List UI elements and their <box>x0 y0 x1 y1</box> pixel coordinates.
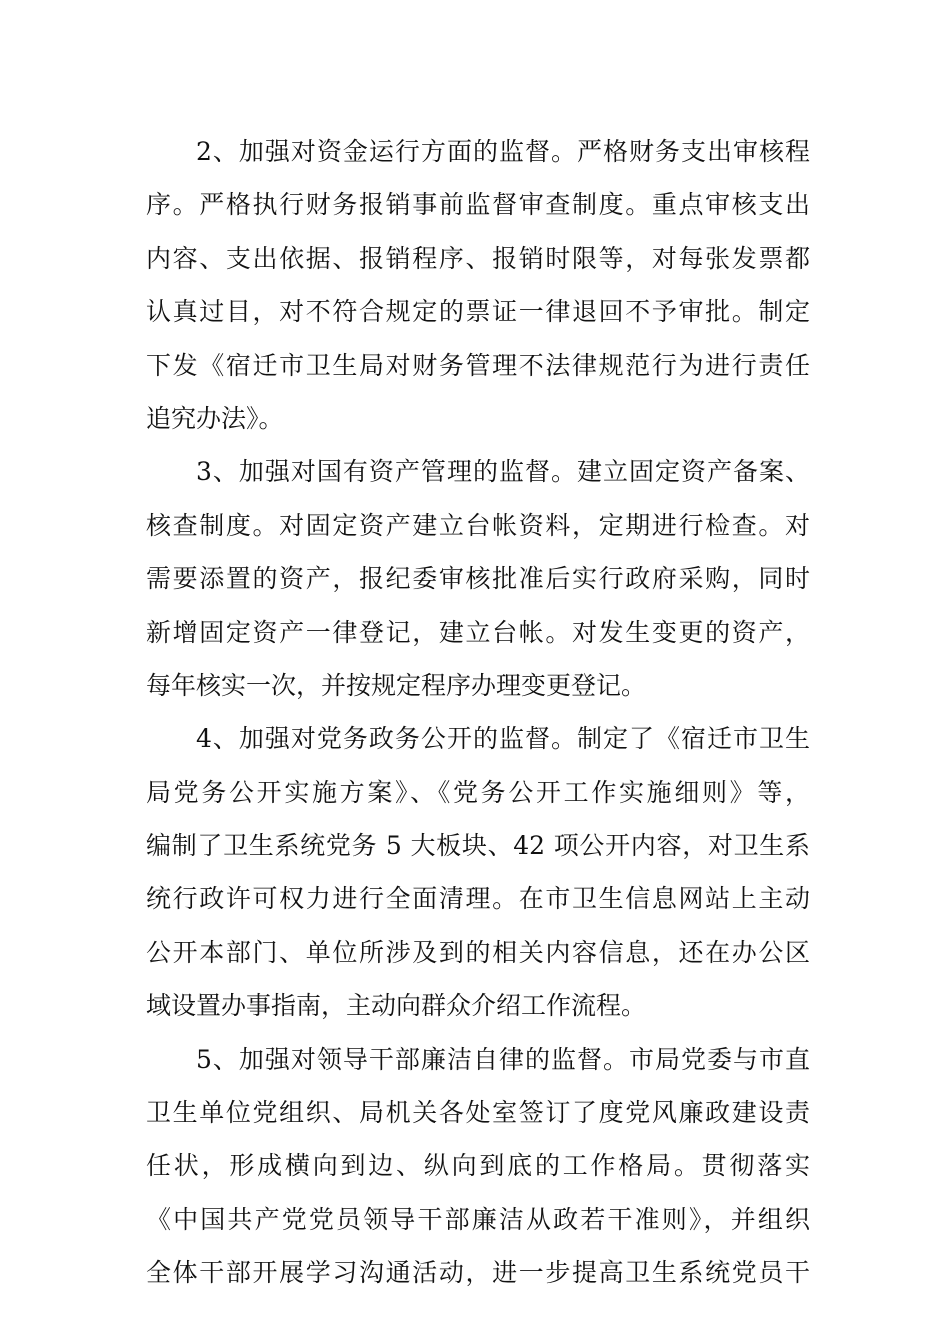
text-line: 任状，形成横向到边、纵向到底的工作格局。贯彻落实 <box>146 1151 810 1181</box>
document-body <box>146 125 810 1300</box>
text-line: 《中国共产党党员领导干部廉洁从政若干准则》，并组织 <box>146 1204 810 1234</box>
text-line: 域设置办事指南，主动向群众介绍工作流程。 <box>146 991 647 1021</box>
text-line: 内容、支出依据、报销程序、报销时限等，对每张发票都 <box>146 243 810 273</box>
text-line: 认真过目，对不符合规定的票证一律退回不予审批。制定 <box>146 297 810 327</box>
text-line: 全体干部开展学习沟通活动，进一步提高卫生系统党员干 <box>146 1258 810 1288</box>
text-line: 需要添置的资产，报纪委审核批准后实行政府采购，同时 <box>146 564 810 594</box>
text-line: 追究办法》。 <box>146 403 284 433</box>
text-line: 2、加强对资金运行方面的监督。严格财务支出审核程 <box>196 137 810 166</box>
text-line: 统行政许可权力进行全面清理。在市卫生信息网站上主动 <box>146 884 810 914</box>
text-line: 卫生单位党组织、局机关各处室签订了度党风廉政建设责 <box>146 1098 810 1128</box>
paragraph-3 <box>146 445 810 712</box>
text-line: 5、加强对领导干部廉洁自律的监督。市局党委与市直 <box>196 1044 810 1074</box>
text-line: 公开本部门、单位所涉及到的相关内容信息，还在办公区 <box>146 937 810 967</box>
text-line: 序。严格执行财务报销事前监督审查制度。重点审核支出 <box>146 190 810 220</box>
paragraph-5 <box>146 1033 810 1300</box>
text-line: 新增固定资产一律登记，建立台帐。对发生变更的资产， <box>146 617 810 647</box>
text-line: 3、加强对国有资产管理的监督。建立固定资产备案、 <box>196 457 810 487</box>
text-line: 每年核实一次，并按规定程序办理变更登记。 <box>146 670 647 700</box>
text-line: 下发《宿迁市卫生局对财务管理不法律规范行为进行责任 <box>146 350 810 380</box>
text-line: 核查制度。对固定资产建立台帐资料，定期进行检查。对 <box>146 510 810 540</box>
paragraph-2 <box>146 125 810 445</box>
text-line: 4、加强对党务政务公开的监督。制定了《宿迁市卫生 <box>196 724 810 754</box>
text-line: 局党务公开实施方案》、《党务公开工作实施细则》等， <box>146 777 810 807</box>
text-line: 编制了卫生系统党务 5 大板块、42 项公开内容，对卫生系 <box>146 831 810 861</box>
paragraph-4 <box>146 712 810 1032</box>
